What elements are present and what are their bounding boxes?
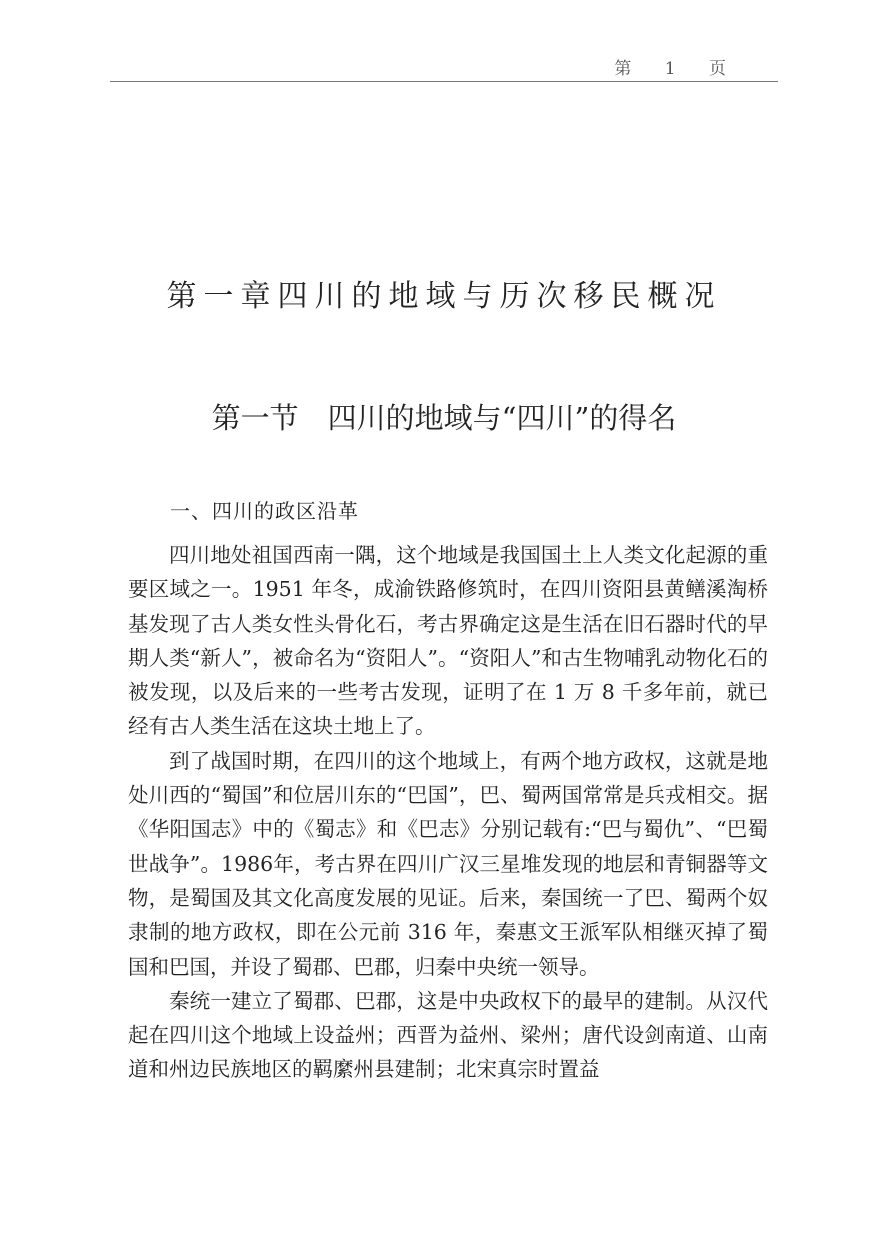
paragraph: 秦统一建立了蜀郡、巴郡，这是中央政权下的最早的建制。从汉代起在四川这个地域上设益州；西晋为益州、梁州；唐代设剑南道、山南道和州边民族地区的羁縻州县建制；北宋真宗时置益 (128, 988, 768, 1082)
paragraph: 到了战国时期，在四川的这个地域上，有两个地方政权，这就是地处川西的“蜀国”和位居川东的“巴国”，巴、蜀两国常常是兵戎相交。据《华阳国志》中的《蜀志》和《巴志》分别记载有:“巴与蜀仇”、“巴蜀世战争”。1986年，考古界在四川广汉三星堆发现的地层和青铜器等文物，是蜀国及其文化高度发展的见证。后来，秦国统一了巴、蜀两个奴隶制的地方政权，即在公元前 316 年，秦惠文王派军队相继灭掉了蜀国和巴国，并设了蜀郡、巴郡，归秦中央统一领导。 (128, 748, 768, 979)
chapter-title: 第一章四川的地域与历次移民概况 (166, 279, 722, 314)
body-text (128, 538, 768, 1087)
page-header (110, 52, 778, 80)
section-title: 第一节 四川的地域与“四川”的得名 (211, 401, 677, 435)
subsection-heading: 一、四川的政区沿革 (170, 499, 359, 523)
paragraph: 四川地处祖国西南一隅，这个地域是我国国土上人类文化起源的重要区域之一。1951 年冬，成渝铁路修筑时，在四川资阳县黄鳝溪淘桥基发现了古人类女性头骨化石，考古界确定这是生活在旧石器时代的早期人类“新人”，被命名为“资阳人”。“资阳人”和古生物哺乳动物化石的被发现，以及后来的一些考古发现，证明了在 1 万 8 千多年前，就已经有古人类生活在这块土地上了。 (128, 543, 768, 739)
header-rule (110, 81, 778, 82)
page-number: 第 1 页 (614, 59, 740, 79)
